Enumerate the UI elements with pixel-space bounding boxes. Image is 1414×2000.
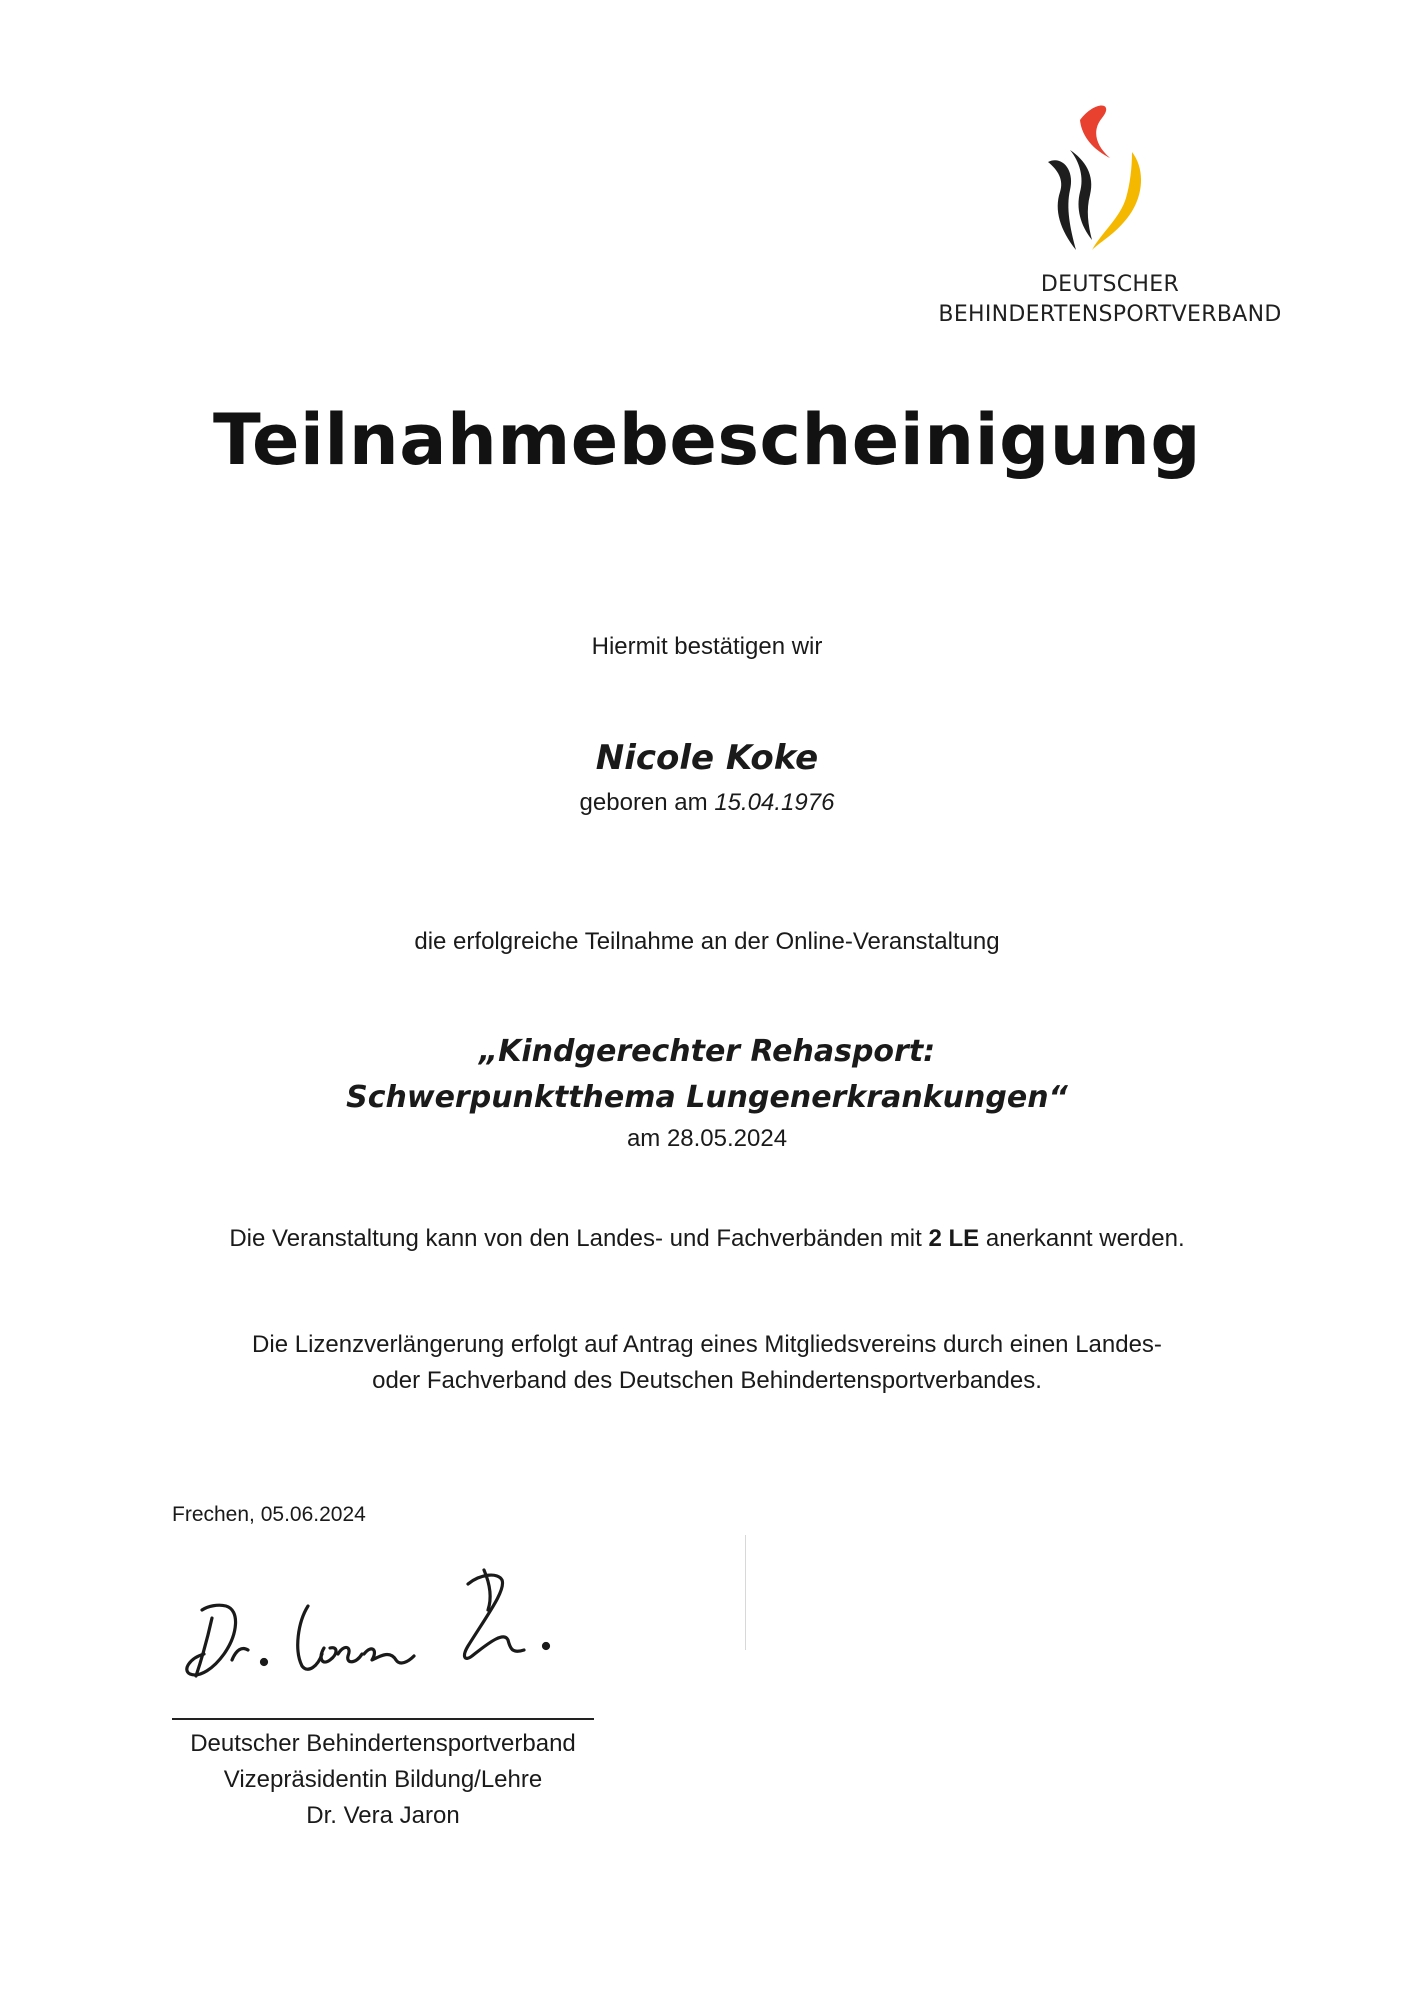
- event-title-line2: Schwerpunktthema Lungenerkrankungen“: [346, 1080, 1068, 1115]
- birth-date: 15.04.1976: [714, 789, 835, 816]
- signatory-block: [172, 1726, 594, 1834]
- intro-text: Hiermit bestätigen wir: [591, 633, 823, 660]
- organization-name-line2: BEHINDERTENSPORTVERBAND: [938, 302, 1282, 327]
- signatory-role: Vizepräsidentin Bildung/Lehre: [223, 1766, 543, 1793]
- signatory-name: Dr. Vera Jaron: [306, 1802, 460, 1829]
- event-title-line1: „Kindgerechter Rehasport:: [478, 1034, 936, 1069]
- document-title: Teilnahmebescheinigung: [213, 399, 1201, 481]
- birth-prefix: geboren am: [579, 789, 708, 816]
- signature-line: [172, 1718, 594, 1720]
- participation-text: die erfolgreiche Teilnahme an der Online-Veranstaltung: [414, 928, 1000, 955]
- signatory-organization: Deutscher Behindertensportverband: [190, 1730, 576, 1757]
- scan-artifact-line: [745, 1535, 746, 1650]
- birth-line: [0, 786, 1414, 820]
- license-text-line2: oder Fachverband des Deutschen Behindertensportverbandes.: [372, 1367, 1042, 1394]
- place-date: Frechen, 05.06.2024: [172, 1503, 366, 1526]
- event-date: am 28.05.2024: [626, 1125, 788, 1152]
- organization-name: [880, 270, 1340, 330]
- participant-name: Nicole Koke: [595, 738, 819, 778]
- recognition-before: Die Veranstaltung kann von den Landes- und Fachverbänden mit: [229, 1225, 929, 1252]
- handwritten-signature: [168, 1550, 668, 1700]
- flame-logo-icon: [1040, 100, 1150, 260]
- recognition-bold: 2 LE: [928, 1225, 980, 1252]
- recognition-after: anerkannt werden.: [979, 1225, 1185, 1252]
- organization-name-line1: DEUTSCHER: [1040, 272, 1180, 297]
- license-text-line1: Die Lizenzverlängerung erfolgt auf Antrag eines Mitgliedsvereins durch einen Landes-: [252, 1331, 1162, 1358]
- recognition-text: [0, 1222, 1414, 1256]
